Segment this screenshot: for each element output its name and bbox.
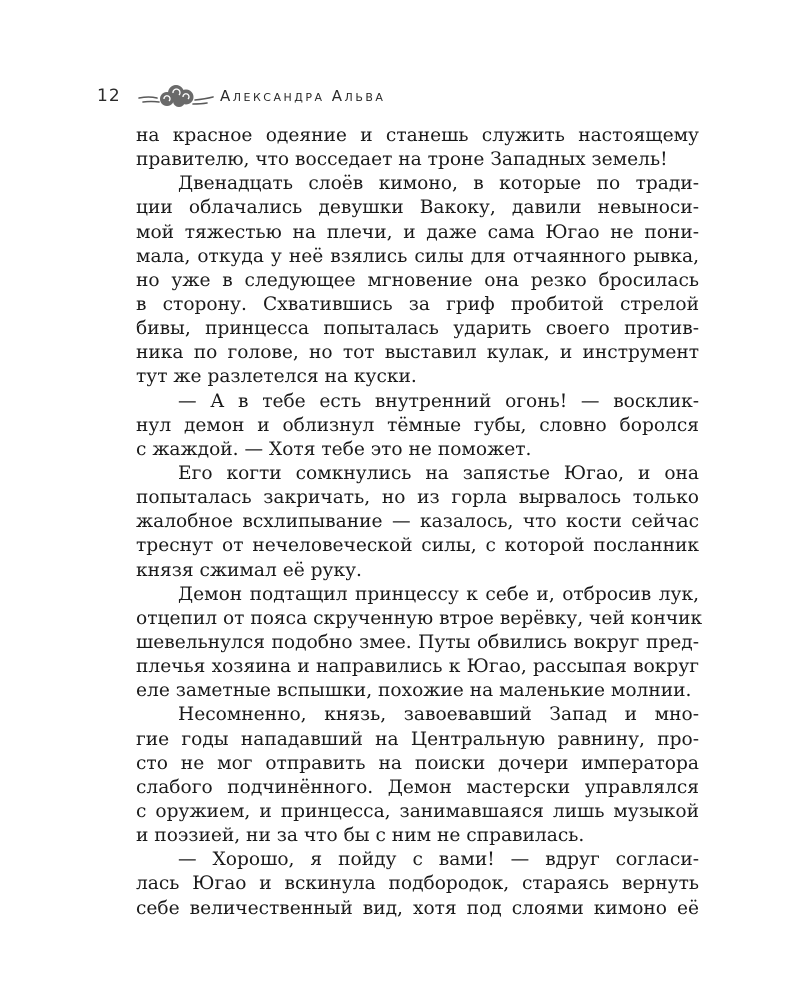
text-line: слабого подчинённого. Демон мастерски управлялся xyxy=(136,776,699,798)
text-line: Демон подтащил принцессу к себе и, отбросив лук, xyxy=(178,583,699,605)
text-line: треснут от нечеловеческой силы, с которой посланник xyxy=(136,535,699,557)
text-line: отцепил от пояса скрученную втрое верёвку, чей кончик xyxy=(136,607,703,629)
text-line: сто не мог отправить на поиски дочери императора xyxy=(136,752,699,774)
text-line: с жаждой. — Хотя тебе это не поможет. xyxy=(136,438,532,460)
text-line: — Хорошо, я пойду с вами! — вдруг согласи- xyxy=(178,849,699,871)
text-line: Двенадцать слоёв кимоно, в которые по тради- xyxy=(178,173,699,195)
text-line: в сторону. Схватившись за гриф пробитой стрелой xyxy=(136,293,699,315)
text-line: попыталась закричать, но из горла вырвалось только xyxy=(136,487,699,509)
cloud-icon xyxy=(135,82,217,110)
text-line: себе величественный вид, хотя под слоями кимоно её xyxy=(136,897,699,919)
text-line: Его когти сомкнулись на запястье Югао, и она xyxy=(178,462,699,484)
text-line: бивы, принцесса попыталась ударить своего против- xyxy=(136,318,699,340)
text-line: еле заметные вспышки, похожие на маленькие молнии. xyxy=(136,680,692,702)
text-line: тут же разлетелся на куски. xyxy=(136,366,417,388)
text-line: правителю, что восседает на троне Западных земель! xyxy=(136,149,668,171)
author-name: Александра Альва xyxy=(220,87,386,105)
running-header xyxy=(97,82,597,112)
text-line: мой тяжестью на плечи, и даже сама Югао не пони- xyxy=(136,221,699,243)
text-line: ции облачались девушки Вакоку, давили невыноси- xyxy=(136,197,699,219)
text-line: с оружием, и принцесса, занимавшаяся лишь музыкой xyxy=(136,800,699,822)
text-line: ника по голове, но тот выставил кулак, и инструмент xyxy=(136,342,699,364)
text-line: Несомненно, князь, завоевавший Запад и мно- xyxy=(178,704,699,726)
text-line: нул демон и облизнул тёмные губы, словно боролся xyxy=(136,414,699,436)
text-line: и поэзией, ни за что бы с ним не справилась. xyxy=(136,825,585,847)
text-line: шевельнулся подобно змее. Путы обвились вокруг пред- xyxy=(136,631,699,653)
text-line: лась Югао и вскинула подбородок, стараясь вернуть xyxy=(136,873,699,895)
page-number: 12 xyxy=(97,86,121,106)
text-line: на красное одеяние и станешь служить настоящему xyxy=(136,125,699,146)
text-line: плечья хозяина и направились к Югао, рассыпая вокруг xyxy=(136,656,699,678)
body-text xyxy=(136,124,703,921)
text-line: но уже в следующее мгновение она резко бросилась xyxy=(136,269,699,291)
text-line: мала, откуда у неё взялись силы для отчаянного рывка, xyxy=(136,245,699,267)
text-line: гие годы нападавший на Центральную равнину, про- xyxy=(136,728,699,750)
text-line: князя сжимал её руку. xyxy=(136,559,362,581)
text-line: жалобное всхлипывание — казалось, что кости сейчас xyxy=(136,511,699,533)
text-line: — А в тебе есть внутренний огонь! — восклик- xyxy=(178,390,699,412)
